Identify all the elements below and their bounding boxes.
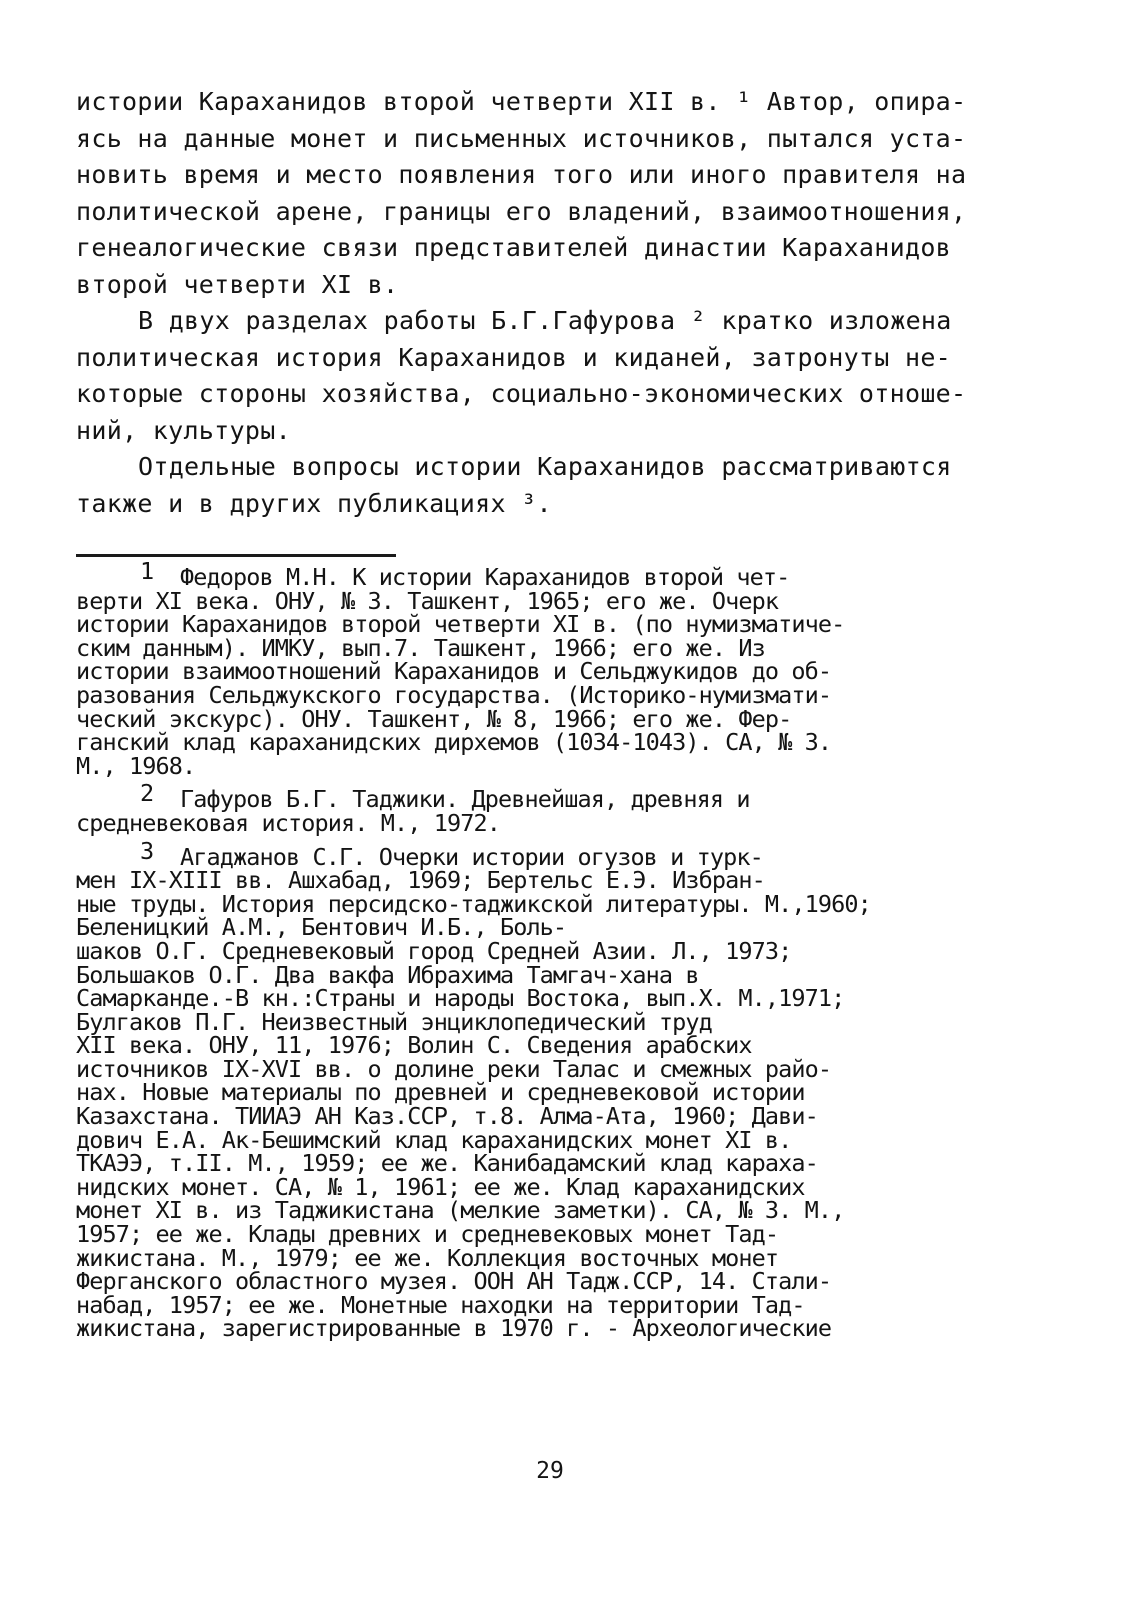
footnote-mark: 1: [140, 557, 154, 585]
footnote-mark: 3: [140, 836, 154, 865]
footnote-line: средневековая история. М., 1972.: [76, 808, 500, 837]
footnote-line: Самарканде.-В кн.:Страны и народы Востока, вып.X. М.,1971;: [76, 984, 845, 1013]
footnote-line: XII века. ОНУ, 11, 1976; Волин С. Сведения арабских: [76, 1031, 752, 1060]
main-text: [76, 84, 1036, 522]
text-line: также и в других публикациях ³.: [76, 488, 552, 518]
footnote-line: Беленицкий А.М., Бентович И.Б., Боль-: [76, 913, 567, 942]
footnote-line: ные труды. История персидско-таджикской литературы. М.,1960;: [76, 889, 871, 918]
text-line: ний, культуры.: [76, 415, 291, 445]
text-line: [76, 87, 966, 116]
text-line: политическая история Караханидов и киданей, затронуты не-: [76, 342, 952, 372]
text-line: Отдельные вопросы истории Караханидов рассматриваются: [138, 452, 952, 481]
footnote-line: ческий экскурс). ОНУ. Ташкент, № 8, 1966; его же. Фер-: [76, 704, 792, 733]
footnote-line: Ферганского областного музея. ООН АН Тадж.ССР, 14. Стали-: [76, 1267, 832, 1296]
footnote-line: шаков О.Г. Средневековый город Средней Азии. Л., 1973;: [76, 936, 792, 965]
paragraph: [76, 303, 1036, 449]
footnote-line: мен IX-XIII вв. Ашхабад, 1969; Бертельс Е.Э. Избран-: [76, 866, 765, 895]
footnote-text: Агаджанов С.Г. Очерки истории огузов и турк-: [180, 842, 763, 871]
footnote-2: [76, 779, 1056, 837]
footnote-line: истории взаимоотношений Караханидов и Сельджукидов до об-: [76, 657, 832, 686]
text-line: новить время и место появления того или иного правителя на: [76, 160, 967, 189]
footnote-line: набад, 1957; ее же. Монетные находки на территории Тад-: [76, 1290, 805, 1319]
footnote-line: истории Караханидов второй четверти XI в. (по нумизматиче-: [76, 610, 845, 639]
footnote-line: Казахстана. ТИИАЭ АН Каз.ССР, т.8. Алма-Ата, 1960; Дави-: [76, 1102, 818, 1131]
footnote-line: нах. Новые материалы по древней и средневековой истории: [76, 1078, 805, 1107]
text-line: второй четверти XI в.: [76, 269, 399, 299]
text-line: политической арене, границы его владений, взаимоотношения,: [76, 196, 967, 226]
footnote-line: жикистана. М., 1979; ее же. Коллекция восточных монет: [76, 1243, 779, 1272]
footnote-3: [76, 836, 1056, 1343]
text-line: генеалогические связи представителей династии Караханидов: [76, 233, 952, 262]
footnote-line: М., 1968.: [76, 751, 196, 780]
footnote-line: Булгаков П.Г. Неизвестный энциклопедический труд: [76, 1007, 712, 1036]
footnote-line: Большаков О.Г. Два вакфа Ибрахима Тамгач-хана в: [76, 960, 699, 989]
footnote-line: источников IX-XVI вв. о долине реки Талас и смежных райо-: [76, 1054, 832, 1083]
footnote-line: верти XI века. ОНУ, № 3. Ташкент, 1965; его же. Очерк: [76, 586, 779, 615]
footnote-mark: 2: [140, 779, 154, 808]
footnote-separator: [76, 554, 396, 557]
footnote-line: ТКАЭЭ, т.II. М., 1959; ее же. Канибадамский клад караха-: [76, 1149, 818, 1178]
footnote-line: дович Е.А. Ак-Бешимский клад караханидских монет XI в.: [76, 1125, 792, 1154]
text-line: ясь на данные монет и письменных источников, пытался уста-: [76, 123, 967, 153]
text-line-content: истории Караханидов второй четверти XII в. ¹ Автор, опира-: [76, 87, 967, 116]
footnote-line: нидских монет. СА, № 1, 1961; ее же. Клад караханидских: [76, 1172, 805, 1201]
paragraph: [76, 449, 1036, 522]
page-number: 29: [536, 1458, 564, 1484]
footnote-line: жикистана, зарегистрированные в 1970 г. - Археологические: [76, 1314, 832, 1343]
footnote-text: Федоров М.Н. К истории Караханидов второй чет-: [180, 563, 790, 591]
footnote-line: разования Сельджукского государства. (Историко-нумизмати-: [76, 680, 832, 709]
paragraph: [76, 84, 1036, 303]
footnote-line: ским данным). ИМКУ, вып.7. Ташкент, 1966; его же. Из: [76, 633, 765, 662]
text-line: которые стороны хозяйства, социально-экономических отноше-: [76, 379, 967, 408]
footnote-line: 1957; ее же. Клады древних и средневековых монет Тад-: [76, 1220, 779, 1249]
footnote-text: Гафуров Б.Г. Таджики. Древнейшая, древняя и: [180, 785, 750, 814]
footnotes: [76, 557, 1056, 1351]
text-line: В двух разделах работы Б.Г.Гафурова ² кратко изложена: [138, 306, 952, 335]
footnote-1: [76, 557, 1056, 780]
footnote-line: ганский клад караханидских дирхемов (1034-1043). СА, № 3.: [76, 728, 832, 757]
footnote-line: монет XI в. из Таджикистана (мелкие заметки). СА, № 3. М.,: [76, 1196, 845, 1225]
